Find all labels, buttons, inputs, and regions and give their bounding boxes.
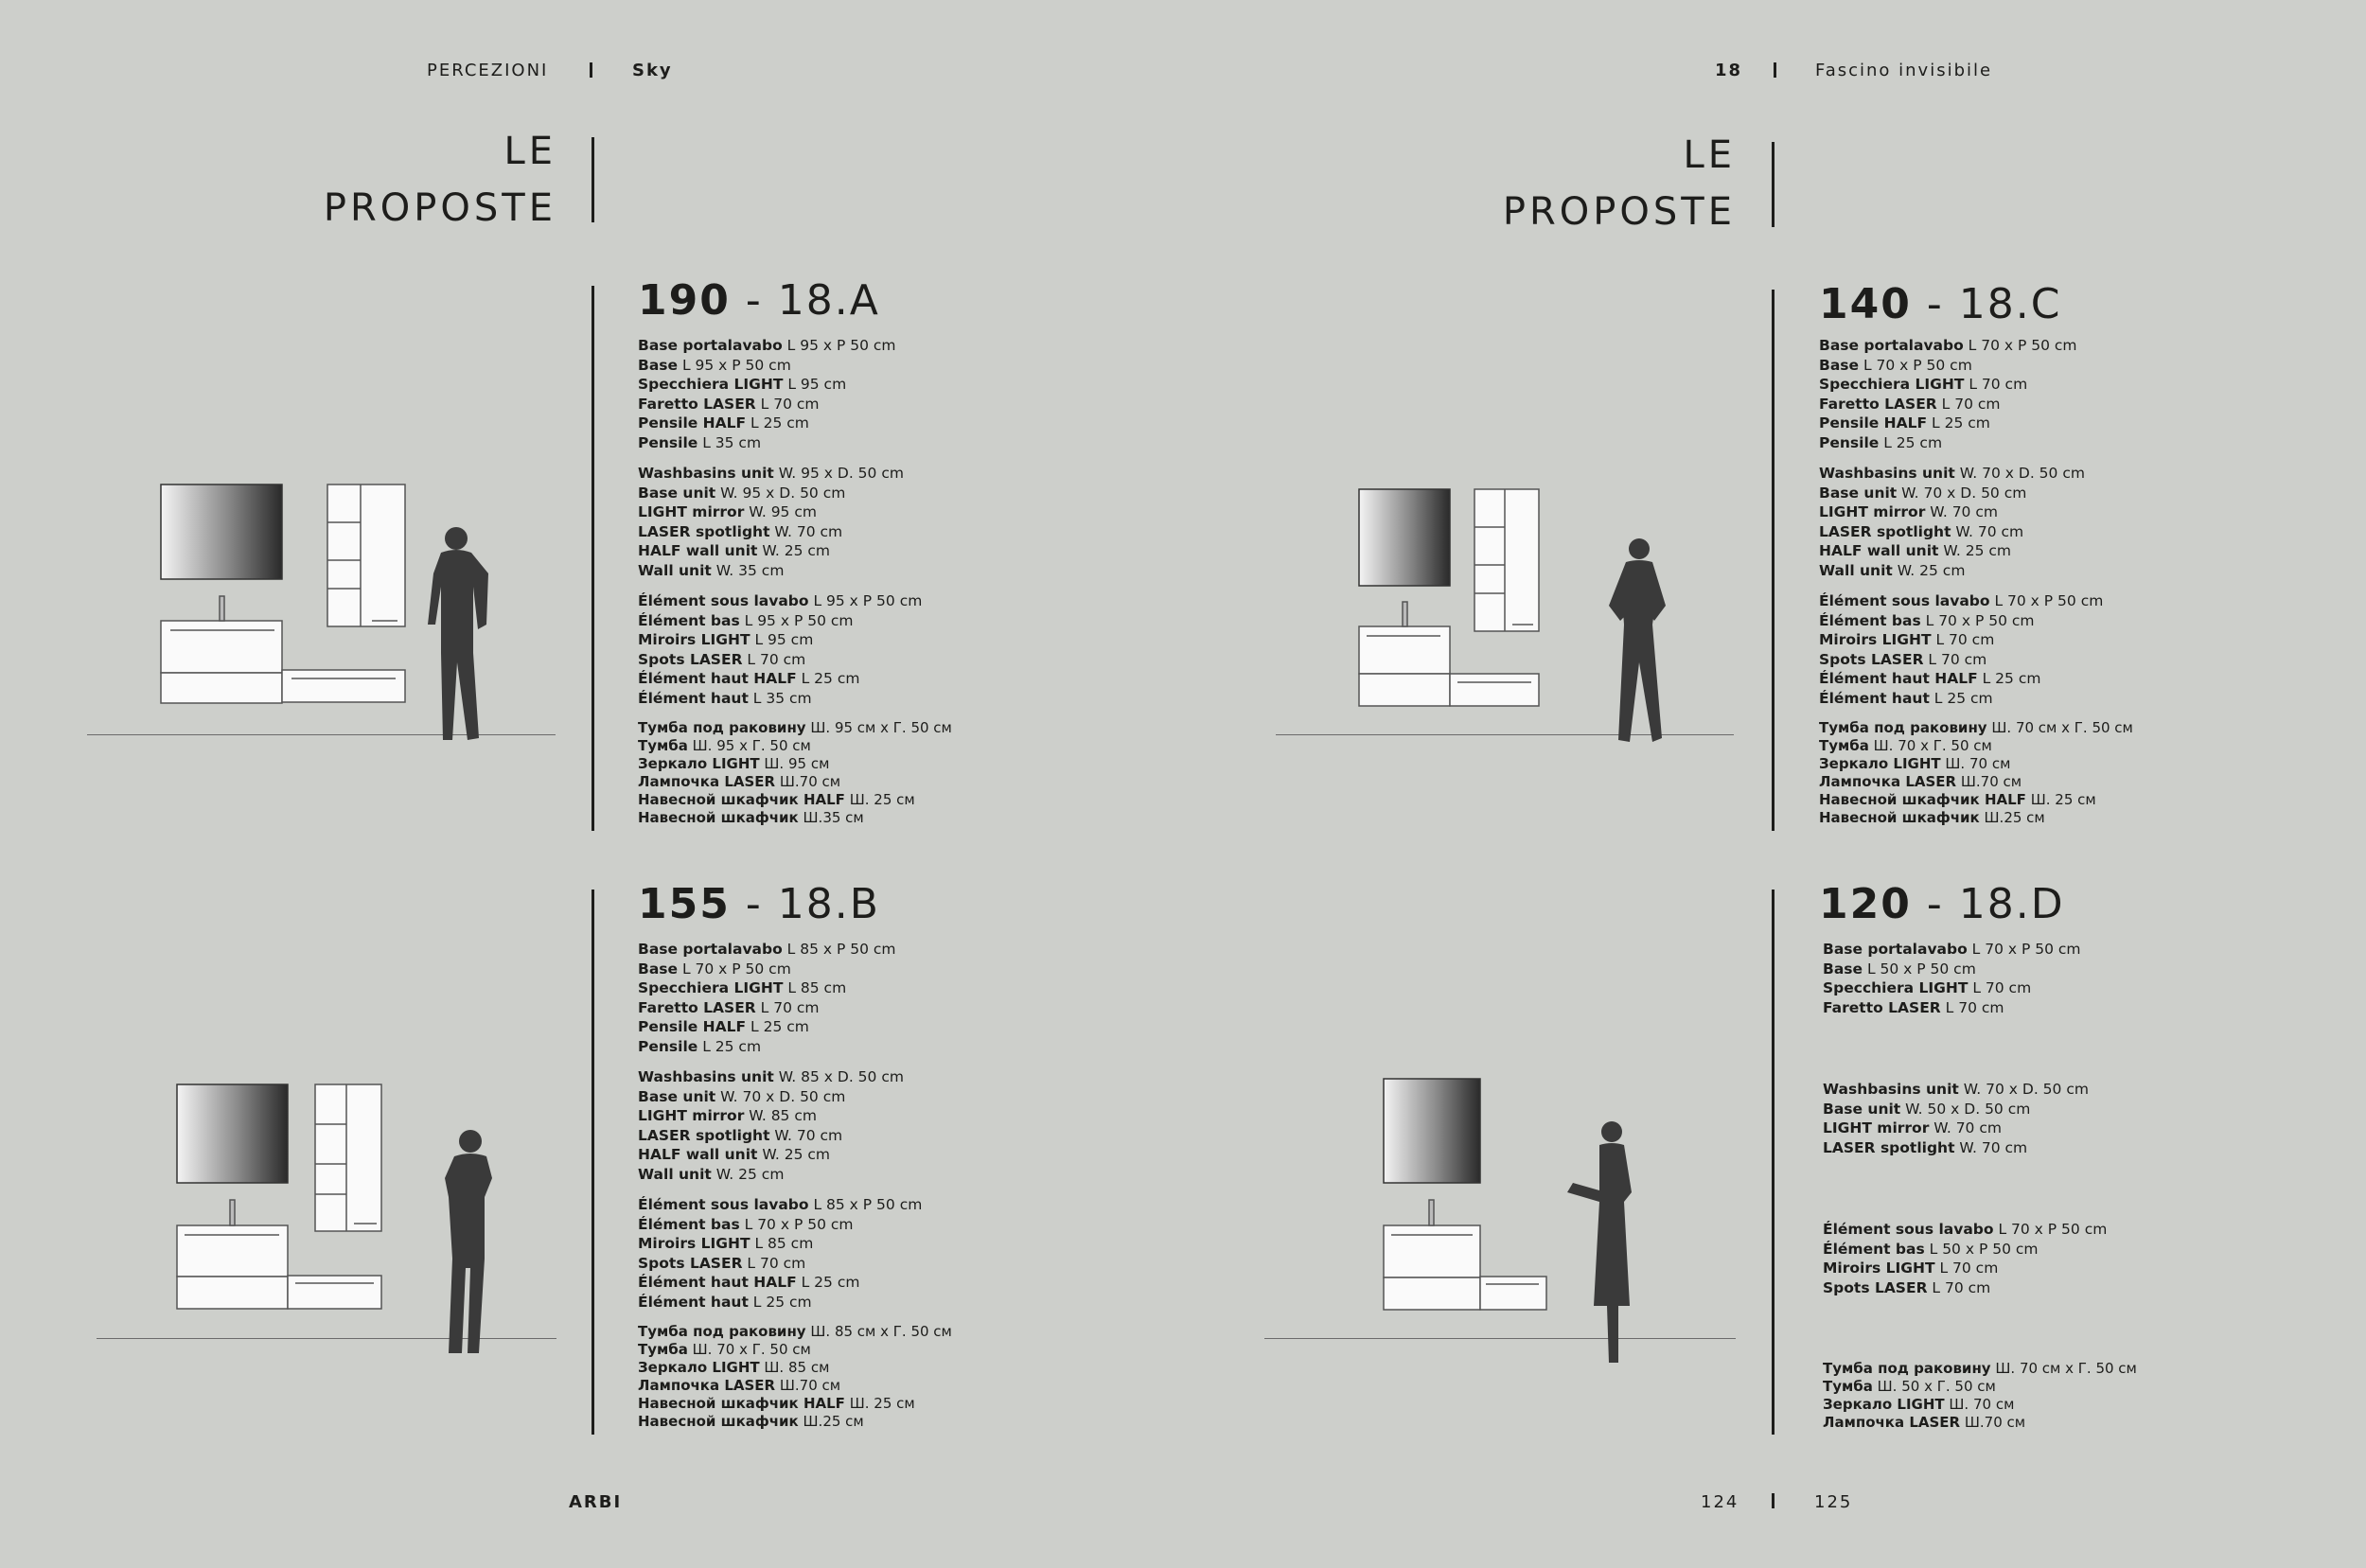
spec-item-dimension: W. 95 x D. 50 cm <box>715 484 846 502</box>
spec-item-name: Faretto LASER <box>638 395 756 413</box>
spec-item-dimension: Ш.70 см <box>775 773 841 790</box>
spec-item-dimension: L 85 x P 50 cm <box>808 1196 923 1213</box>
spec-item-name: Зеркало LIGHT <box>1819 755 1941 772</box>
spec-item-name: Base <box>1819 356 1860 374</box>
spec-item-dimension: L 25 cm <box>796 670 860 687</box>
spec-item-dimension: L 70 x P 50 cm <box>1963 337 2077 354</box>
spec-item-dimension: Ш. 25 см <box>844 791 915 808</box>
spec-item-name: Base portalavabo <box>638 337 783 354</box>
spec-item-name: Лампочка LASER <box>638 1377 776 1394</box>
spec-item-dimension: L 70 cm <box>742 1254 806 1272</box>
spec-item-name: Base unit <box>1823 1100 1901 1118</box>
spec-item-dimension: L 25 cm <box>746 414 809 432</box>
spec-item-name: Навесной шкафчик <box>638 809 799 826</box>
spec-item-dimension: Ш. 70 х Г. 50 см <box>687 1341 811 1358</box>
spec-item-dimension: L 25 cm <box>748 1293 812 1311</box>
spec-item-dimension: L 35 cm <box>748 689 812 707</box>
spec-item-name: Specchiera LIGHT <box>638 979 784 996</box>
spec-item-dimension: Ш. 85 см <box>759 1359 830 1376</box>
spec-item-name: Base portalavabo <box>1819 337 1964 354</box>
spec-item-dimension: L 85 x P 50 cm <box>782 941 896 958</box>
spec-item-name: Miroirs LIGHT <box>1823 1260 1935 1277</box>
spec-item-name: Base <box>638 356 679 374</box>
spec-item-name: Miroirs LIGHT <box>1819 631 1932 648</box>
spec-item-dimension: L 70 x P 50 cm <box>1967 941 2081 958</box>
mirror-light-d <box>1384 1079 1480 1183</box>
spec-item-name: Тумба <box>1823 1378 1873 1395</box>
spec-item-name: LASER spotlight <box>1823 1138 1955 1156</box>
spec-item-dimension: L 70 cm <box>742 650 806 668</box>
page-number-left: 124 <box>1701 1492 1739 1512</box>
spec-item-name: Тумба <box>638 1341 688 1358</box>
spec-item-dimension: Ш. 25 см <box>844 1395 915 1412</box>
spec-item-name: Élément bas <box>1819 611 1921 629</box>
tall-wall-unit-a <box>327 484 405 626</box>
spec-item-name: Faretto LASER <box>1823 998 1941 1016</box>
section-name: PERCEZIONI <box>427 61 549 80</box>
spec-item-name: Washbasins unit <box>1823 1081 1959 1098</box>
spec-item-name: Тумба <box>1819 737 1869 754</box>
spec-item-dimension: W. 95 cm <box>744 503 817 520</box>
page-number-right: 125 <box>1814 1492 1853 1512</box>
washbasin-unit-d <box>1384 1200 1480 1310</box>
base-unit-c <box>1450 674 1539 706</box>
spec-item-name: Лампочка LASER <box>1823 1414 1961 1431</box>
person-figure-b <box>445 1130 492 1353</box>
spec-item-dimension: L 25 cm <box>746 1018 809 1035</box>
spec-item-name: Base <box>1823 960 1863 978</box>
spec-item-name: Лампочка LASER <box>1819 773 1957 790</box>
spec-item-name: LIGHT mirror <box>1819 503 1926 520</box>
spec-item-dimension: L 70 x P 50 cm <box>678 960 791 978</box>
tall-wall-unit-b <box>315 1084 381 1231</box>
spec-item-name: Élément haut <box>1819 689 1930 707</box>
washbasin-unit-b <box>177 1200 288 1309</box>
mirror-light-a <box>161 484 282 579</box>
spec-item-name: LIGHT mirror <box>1823 1119 1930 1136</box>
spec-item-name: Base unit <box>1819 484 1898 502</box>
spec-item-dimension: Ш.25 см <box>1979 809 2045 826</box>
spec-item-dimension: Ш. 95 см <box>759 755 830 772</box>
spec-item-name: Тумба под раковину <box>1823 1360 1991 1377</box>
washbasin-unit-c <box>1359 602 1450 706</box>
spec-item-name: Зеркало LIGHT <box>638 1359 760 1376</box>
composition-code: 155 - 18.B <box>638 880 880 928</box>
spec-item-dimension: L 70 x P 50 cm <box>1859 356 1972 374</box>
spec-item-name: Faretto LASER <box>638 998 756 1016</box>
page-title-left: LE PROPOSTE <box>323 130 556 230</box>
spec-item-name: HALF wall unit <box>638 542 758 559</box>
composition-code: 190 - 18.A <box>638 276 880 325</box>
spec-item-dimension: W. 70 x D. 50 cm <box>715 1087 846 1105</box>
spec-item-name: Élément bas <box>638 1215 740 1233</box>
spec-item-dimension: L 70 cm <box>1927 1278 1991 1296</box>
spec-item-name: Зеркало LIGHT <box>638 755 760 772</box>
spec-item-dimension: W. 70 x D. 50 cm <box>1897 484 2027 502</box>
spec-item-dimension: Ш.35 см <box>798 809 864 826</box>
spec-item-name: Pensile <box>638 1037 698 1055</box>
spec-item-dimension: Ш. 85 см х Г. 50 см <box>805 1323 952 1340</box>
spec-item-dimension: Ш. 25 см <box>2025 791 2096 808</box>
base-unit-d <box>1480 1277 1546 1310</box>
spec-item-dimension: W. 70 cm <box>1954 1138 2028 1156</box>
spec-item-name: Élément sous lavabo <box>1823 1221 1994 1238</box>
spec-item-name: Pensile <box>1819 433 1880 451</box>
spec-item-name: Élément bas <box>638 611 740 629</box>
person-figure-a <box>428 527 488 740</box>
spec-item-dimension: Ш.70 см <box>1960 1414 2026 1431</box>
spec-item-name: Miroirs LIGHT <box>638 631 750 648</box>
brand-name: ARBI <box>569 1492 623 1512</box>
chapter-title: Fascino invisibile <box>1815 61 1993 80</box>
spec-item-name: Base unit <box>638 1087 716 1105</box>
base-unit-a <box>282 670 405 702</box>
spec-item-dimension: L 35 cm <box>697 433 762 451</box>
spec-item-dimension: W. 95 x D. 50 cm <box>773 465 904 482</box>
spec-item-dimension: Ш. 70 см <box>1940 755 2011 772</box>
spec-item-dimension: L 25 cm <box>796 1274 860 1291</box>
spec-item-dimension: L 25 cm <box>1927 414 1990 432</box>
spec-item-dimension: W. 85 x D. 50 cm <box>773 1068 904 1085</box>
spec-item-dimension: L 95 cm <box>750 631 814 648</box>
spec-item-name: Spots LASER <box>638 1254 743 1272</box>
spec-item-name: Faretto LASER <box>1819 395 1937 413</box>
spec-item-dimension: W. 70 x D. 50 cm <box>1958 1081 2089 1098</box>
spec-item-dimension: L 70 cm <box>755 998 820 1016</box>
page-title-right: LE PROPOSTE <box>1502 133 1736 234</box>
spec-item-dimension: L 70 cm <box>755 395 820 413</box>
spec-item-name: Specchiera LIGHT <box>1819 376 1965 393</box>
spec-item-name: Base <box>638 960 679 978</box>
spec-item-name: LIGHT mirror <box>638 1107 745 1124</box>
spec-item-dimension: Ш. 70 х Г. 50 см <box>1868 737 1992 754</box>
spec-item-dimension: L 70 cm <box>1931 631 1995 648</box>
spec-item-name: Élément haut <box>638 1293 749 1311</box>
spec-item-name: Spots LASER <box>1819 650 1924 668</box>
spec-item-dimension: L 70 cm <box>1968 979 2032 996</box>
spec-item-dimension: L 70 cm <box>1940 998 2004 1016</box>
spec-item-name: Washbasins unit <box>638 465 774 482</box>
washbasin-unit-a <box>161 596 282 703</box>
spec-item-dimension: L 95 x P 50 cm <box>808 592 923 609</box>
spec-item-dimension: L 25 cm <box>1879 433 1943 451</box>
spec-item-name: Miroirs LIGHT <box>638 1235 750 1252</box>
spec-item-name: Pensile <box>638 433 698 451</box>
spec-item-name: Base portalavabo <box>638 941 783 958</box>
spec-item-name: Pensile HALF <box>638 1018 747 1035</box>
spec-item-name: LASER spotlight <box>1819 522 1951 540</box>
spec-item-name: Тумба под раковину <box>1819 719 1987 736</box>
spec-item-dimension: W. 70 x D. 50 cm <box>1954 465 2085 482</box>
spec-item-name: Élément haut HALF <box>1819 670 1978 687</box>
spec-item-name: LASER spotlight <box>638 1126 770 1144</box>
spec-item-name: Élément haut <box>638 689 749 707</box>
base-unit-b <box>288 1276 381 1309</box>
spec-item-name: Specchiera LIGHT <box>638 376 784 393</box>
composition-code: 140 - 18.C <box>1819 280 2062 328</box>
spec-item-name: Зеркало LIGHT <box>1823 1396 1945 1413</box>
spec-item-dimension: L 85 cm <box>783 979 847 996</box>
spec-item-name: Навесной шкафчик HALF <box>638 791 845 808</box>
spec-item-dimension: Ш. 95 х Г. 50 см <box>687 737 811 754</box>
spec-item-dimension: W. 70 cm <box>769 522 843 540</box>
spec-item-name: Specchiera LIGHT <box>1823 979 1969 996</box>
spec-item-name: LASER spotlight <box>638 522 770 540</box>
person-figure-d <box>1567 1121 1632 1363</box>
sub-section-name: Sky <box>632 61 673 80</box>
spec-item-dimension: L 25 cm <box>1929 689 1993 707</box>
spec-item-dimension: W. 25 cm <box>757 1146 831 1163</box>
spec-item-dimension: Ш. 70 см х Г. 50 см <box>1986 719 2133 736</box>
spec-item-dimension: L 50 x P 50 cm <box>1863 960 1976 978</box>
spec-item-name: Pensile HALF <box>638 414 747 432</box>
spec-item-dimension: L 70 cm <box>1964 376 2028 393</box>
chapter-number: 18 <box>1715 61 1743 80</box>
spec-item-name: Тумба под раковину <box>638 719 806 736</box>
spec-item-name: Лампочка LASER <box>638 773 776 790</box>
spec-item-name: Spots LASER <box>1823 1278 1928 1296</box>
spec-item-dimension: L 85 cm <box>750 1235 814 1252</box>
spec-item-dimension: W. 70 cm <box>1951 522 2024 540</box>
spec-item-name: Навесной шкафчик <box>1819 809 1980 826</box>
spec-item-dimension: L 70 x P 50 cm <box>1989 592 2104 609</box>
spec-item-dimension: L 95 cm <box>783 376 847 393</box>
spec-item-dimension: W. 85 cm <box>744 1107 817 1124</box>
spec-item-name: Base unit <box>638 484 716 502</box>
spec-item-name: Élément sous lavabo <box>1819 592 1990 609</box>
spec-item-dimension: L 95 x P 50 cm <box>739 611 854 629</box>
spec-item-dimension: W. 70 cm <box>1925 503 1998 520</box>
spec-item-name: Тумба под раковину <box>638 1323 806 1340</box>
spec-item-dimension: W. 35 cm <box>711 561 785 579</box>
spec-item-dimension: Ш. 50 х Г. 50 см <box>1872 1378 1996 1395</box>
composition-code: 120 - 18.D <box>1819 880 2065 928</box>
spec-item-name: Élément haut HALF <box>638 670 797 687</box>
spec-item-dimension: Ш. 70 см <box>1944 1396 2015 1413</box>
tall-wall-unit-c <box>1474 489 1539 631</box>
person-figure-c <box>1609 538 1666 742</box>
spec-item-dimension: Ш.70 см <box>1956 773 2022 790</box>
spec-item-dimension: Ш.70 см <box>775 1377 841 1394</box>
spec-item-name: Base portalavabo <box>1823 941 1968 958</box>
spec-item-name: Élément sous lavabo <box>638 1196 809 1213</box>
spec-item-name: HALF wall unit <box>1819 542 1939 559</box>
spec-item-dimension: L 25 cm <box>697 1037 762 1055</box>
spec-item-dimension: L 70 x P 50 cm <box>1920 611 2035 629</box>
spec-item-dimension: L 95 x P 50 cm <box>678 356 791 374</box>
spec-item-dimension: L 70 x P 50 cm <box>1993 1221 2108 1238</box>
spec-item-dimension: Ш.25 см <box>798 1413 864 1430</box>
spec-item-dimension: Ш. 70 см х Г. 50 см <box>1990 1360 2137 1377</box>
spec-item-name: Washbasins unit <box>638 1068 774 1085</box>
spec-item-dimension: W. 70 cm <box>769 1126 843 1144</box>
spec-item-dimension: L 70 cm <box>1923 650 1987 668</box>
spec-item-dimension: L 70 cm <box>1936 395 2001 413</box>
spec-item-dimension: W. 25 cm <box>1892 561 1966 579</box>
spec-item-dimension: Ш. 95 см х Г. 50 см <box>805 719 952 736</box>
spec-item-name: Élément haut HALF <box>638 1274 797 1291</box>
spec-item-dimension: W. 50 x D. 50 cm <box>1900 1100 2031 1118</box>
mirror-light-c <box>1359 489 1450 586</box>
spec-item-name: Élément bas <box>1823 1240 1925 1258</box>
spec-item-name: Навесной шкафчик HALF <box>638 1395 845 1412</box>
spec-item-dimension: L 95 x P 50 cm <box>782 337 896 354</box>
spec-item-dimension: L 50 x P 50 cm <box>1924 1240 2039 1258</box>
spec-item-dimension: W. 70 cm <box>1929 1119 2002 1136</box>
spec-item-dimension: L 70 x P 50 cm <box>739 1215 854 1233</box>
spec-item-name: Навесной шкафчик <box>638 1413 799 1430</box>
mirror-light-b <box>177 1084 288 1183</box>
spec-item-dimension: W. 25 cm <box>757 542 831 559</box>
spec-item-name: Spots LASER <box>638 650 743 668</box>
spec-item-name: Навесной шкафчик HALF <box>1819 791 2026 808</box>
spec-item-name: Wall unit <box>638 1165 712 1183</box>
spec-item-name: Élément sous lavabo <box>638 592 809 609</box>
spec-item-name: Pensile HALF <box>1819 414 1928 432</box>
spec-item-name: HALF wall unit <box>638 1146 758 1163</box>
spec-item-name: Wall unit <box>638 561 712 579</box>
spec-item-name: Washbasins unit <box>1819 465 1955 482</box>
spec-item-dimension: L 70 cm <box>1934 1260 1999 1277</box>
footer-divider <box>1772 1493 1774 1508</box>
spec-item-name: Тумба <box>638 737 688 754</box>
spec-item-dimension: W. 25 cm <box>711 1165 785 1183</box>
spec-item-name: LIGHT mirror <box>638 503 745 520</box>
spec-item-dimension: L 25 cm <box>1977 670 2041 687</box>
spec-item-name: Wall unit <box>1819 561 1893 579</box>
spec-item-dimension: W. 25 cm <box>1938 542 2012 559</box>
